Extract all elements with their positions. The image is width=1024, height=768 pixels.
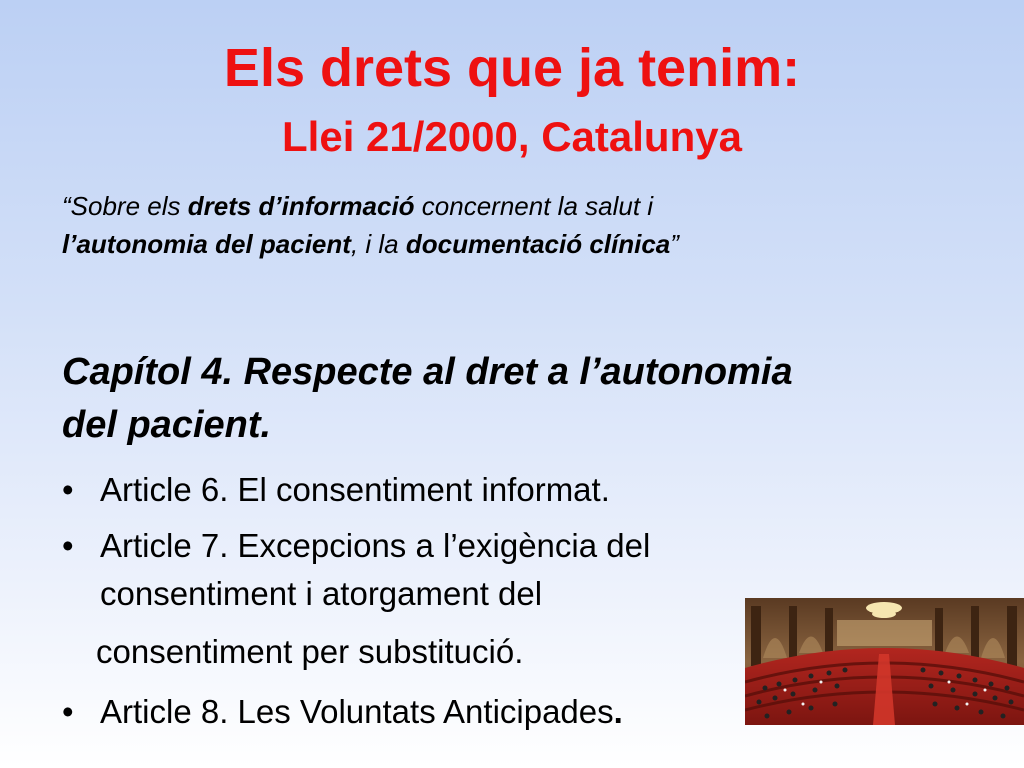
quote-bold-text: l’autonomia del pacient [62,229,351,259]
quote-text: , i la [350,229,406,259]
bullet-icon: • [62,527,74,564]
quote-close-mark: ” [670,229,679,259]
bullet-text: Article 6. El consentiment informat. [100,471,610,508]
quote-bold-text: drets d’informació [187,191,415,221]
bullet-icon: • [62,471,74,508]
bullet-continuation: consentiment i atorgament del [100,575,543,612]
chapter-heading [62,346,982,452]
chapter-heading-line: Capítol 4. Respecte al dret a l’autonomia [62,351,793,393]
quote-text: concernent la salut i [414,191,654,221]
bullet-end-mark: . [613,693,623,730]
bullet-text-main: Article 8. Les Voluntats Anticipades [100,693,614,730]
law-description-quote [62,187,902,263]
quote-text: Sobre els [70,191,188,221]
bullet-text: Article 7. Excepcions a l’exigència del [100,527,651,564]
parliament-chamber-image [745,598,1024,725]
parliament-chamber-photo [745,598,1024,725]
bullet-icon: • [62,693,74,730]
chapter-heading-line: del pacient. [62,404,272,446]
bullet-text [100,690,623,734]
slide-title: Els drets que ja tenim: [223,38,801,98]
slide-subtitle: Llei 21/2000, Catalunya [282,113,742,160]
quote-open-mark: “ [62,191,71,221]
quote-bold-text: documentació clínica [405,229,671,259]
bullet-continuation: consentiment per substitució. [96,633,524,670]
